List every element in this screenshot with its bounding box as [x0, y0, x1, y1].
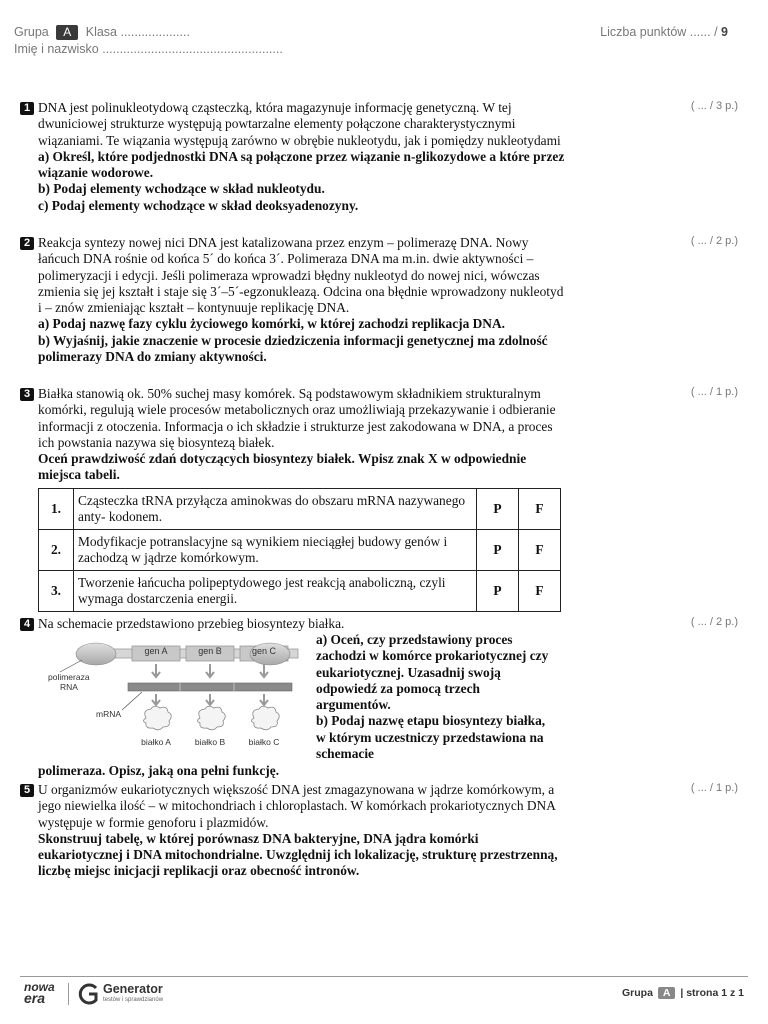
footer-page-number: | strona 1 z 1 — [680, 987, 744, 999]
gene-b-label: gen B — [198, 646, 222, 656]
task-points: ( ... / 1 p.) — [690, 386, 738, 398]
task-question-b: b) Podaj elementy wchodzące w skład nukleotydu. — [38, 181, 325, 197]
generator-title: Generator — [103, 982, 163, 996]
logo-line-2: era — [24, 990, 46, 1006]
table-row — [39, 571, 561, 612]
gene-c-label: gen C — [251, 646, 277, 656]
task-question-a: a) Podaj nazwę fazy cyklu życiowego komórki, w której zachodzi replikacja DNA. — [38, 316, 505, 332]
task-2 — [20, 235, 565, 365]
task-number: 3 — [20, 388, 34, 401]
row-statement: Cząsteczka tRNA przyłącza aminokwas do obszaru mRNA nazywanego anty- kodonem. — [74, 489, 477, 530]
task-5 — [20, 782, 565, 880]
task-1 — [20, 100, 565, 214]
task-number: 1 — [20, 102, 34, 115]
row-number: 3. — [39, 571, 74, 612]
row-number: 2. — [39, 530, 74, 571]
footer-separator — [68, 983, 69, 1005]
points-total-max: 9 — [721, 25, 728, 39]
row-statement: Tworzenie łańcucha polipeptydowego jest reakcją anaboliczną, czyli wymaga dostarczenia energii. — [74, 571, 477, 612]
nowa-era-logo — [24, 982, 64, 1004]
mrna-label: mRNA — [96, 709, 122, 719]
task-points: ( ... / 1 p.) — [690, 782, 738, 794]
mrna-strand — [128, 683, 292, 691]
group-field — [14, 25, 190, 40]
footer-divider — [20, 976, 748, 977]
false-cell[interactable]: F — [519, 489, 561, 530]
footer-group-label: Grupa — [622, 987, 653, 999]
table-row — [39, 489, 561, 530]
generator-subtitle: testów i sprawdzianów — [103, 997, 164, 1003]
polymerase-label-line1: polimeraza — [48, 672, 90, 682]
task-intro: U organizmów eukariotycznych większość DNA jest zmagazynowana w jądrze komórkowym, a jego niewielka ilość – w mitochondriach i chloroplastach. W komórkach prokariotycznych DNA występuje w formie genoforu i plazmidów. — [38, 782, 556, 830]
protein-c-shape — [252, 706, 280, 730]
generator-logo-icon — [76, 981, 100, 1007]
task-number: 5 — [20, 784, 34, 797]
task-4 — [20, 616, 565, 632]
name-field: Imię i nazwisko .................................................... — [14, 42, 283, 56]
polymerase-label-line2: RNA — [60, 682, 78, 692]
true-false-table — [38, 488, 561, 612]
task-instruction: Skonstruuj tabelę, w której porównasz DNA bakteryjne, DNA jądra komórki eukariotycznej i DNA mitochondrialne. Uwzględnij ich lokalizację, strukturę przestrzenną, liczbę miejsc inicjacji replikacji oraz obecność intronów. — [38, 830, 558, 879]
true-cell[interactable]: P — [477, 530, 519, 571]
protein-a-label: białko A — [141, 737, 171, 747]
protein-c-label: białko C — [248, 737, 280, 747]
group-label: Grupa — [14, 25, 49, 39]
task-question-b: b) Wyjaśnij, jakie znaczenie w procesie dziedziczenia informacji genetycznej ma zdolność polimerazy DNA do zmiany aktywności. — [38, 332, 548, 365]
task-points: ( ... / 3 p.) — [690, 100, 738, 112]
true-cell[interactable]: P — [477, 489, 519, 530]
logo-line-1: nowa — [24, 980, 55, 994]
task-intro: DNA jest polinukleotydową cząsteczką, która magazynuje informację genetyczną. W tej dwuniciowej strukturze występują powtarzalne elementy połączone charakterystycznymi wiązaniami. Te wiązania występują zarówno w obrębie nukleotydu, jak i pomiędzy nukleotydami — [38, 100, 561, 148]
protein-b-label: białko B — [194, 737, 226, 747]
table-row — [39, 530, 561, 571]
protein-a-shape — [144, 706, 172, 730]
task-3 — [20, 386, 565, 484]
task-points: ( ... / 2 p.) — [690, 616, 738, 628]
task-question-tail: polimeraza. Opisz, jaką ona pełni funkcję. — [38, 763, 280, 778]
footer-group-badge: A — [658, 987, 676, 999]
false-cell[interactable]: F — [519, 571, 561, 612]
rna-polymerase — [76, 643, 116, 665]
task-instruction: Oceń prawdziwość zdań dotyczących biosyntezy białek. Wpisz znak X w odpowiednie miejsca tabeli. — [38, 451, 527, 483]
gene-a-label: gen A — [144, 646, 168, 656]
points-total-label: Liczba punktów ...... / — [600, 25, 718, 39]
row-number: 1. — [39, 489, 74, 530]
protein-b-shape — [198, 706, 226, 730]
task-points: ( ... / 2 p.) — [690, 235, 738, 247]
task-questions: a) Oceń, czy przedstawiony proces zachodzi w komórce prokariotycznej czy eukariotycznej. Uzasadnij swoją odpowiedź za pomocą trzech argumentów. b) Podaj nazwę etapu biosyntezy białka, w którym uczestniczy przedstawiona na schemacie — [316, 632, 549, 762]
class-field: Klasa .................... — [85, 25, 190, 39]
points-total — [600, 25, 728, 39]
task-intro: Reakcja syntezy nowej nici DNA jest katalizowana przez enzym – polimerazę DNA. Nowy łańcuch DNA rośnie od końca 5´ do końca 3´. Polimeraza DNA ma m.in. dwie aktywności – polimeryzacji i edycji. Jeśli polimeraza wprowadzi błędny nukleotyd do nowej nici, wówczas zmienia się jej kształt i staje się 3´–5´-egzonukleazą. Odcina ona błędnie wprowadzony nukleotyd i – znów zmieniając kształt – kontynuuje replikację DNA. — [38, 235, 564, 316]
row-statement: Modyfikacje potranslacyjne są wynikiem nieciągłej budowy genów i zachodzą w jądrze komórkowym. — [74, 530, 477, 571]
task-number: 4 — [20, 618, 34, 631]
false-cell[interactable]: F — [519, 530, 561, 571]
group-badge: A — [56, 25, 78, 40]
task-question-a: a) Określ, które podjednostki DNA są połączone przez wiązanie n-glikozydowe a które przez wiązanie wodorowe. — [38, 148, 565, 181]
task-number: 2 — [20, 237, 34, 250]
task-intro: Białka stanowią ok. 50% suchej masy komórek. Są podstawowym składnikiem strukturalnym komórki, regulują wiele procesów metabolicznych oraz umożliwiają przekazywanie i odbieranie informacji z otoczenia. Informacja o ich składzie i strukturze jest zakodowana w DNA, a proces ich powstania nazywa się biosyntezą białek. — [38, 386, 556, 450]
protein-synthesis-diagram — [38, 640, 308, 752]
true-cell[interactable]: P — [477, 571, 519, 612]
task-question-c: c) Podaj elementy wchodzące w skład deoksyadenozyny. — [38, 197, 359, 213]
task-intro: Na schemacie przedstawiono przebieg biosyntezy białka. — [38, 616, 345, 631]
footer-page-info — [622, 987, 744, 999]
polymerase-label — [48, 672, 92, 692]
